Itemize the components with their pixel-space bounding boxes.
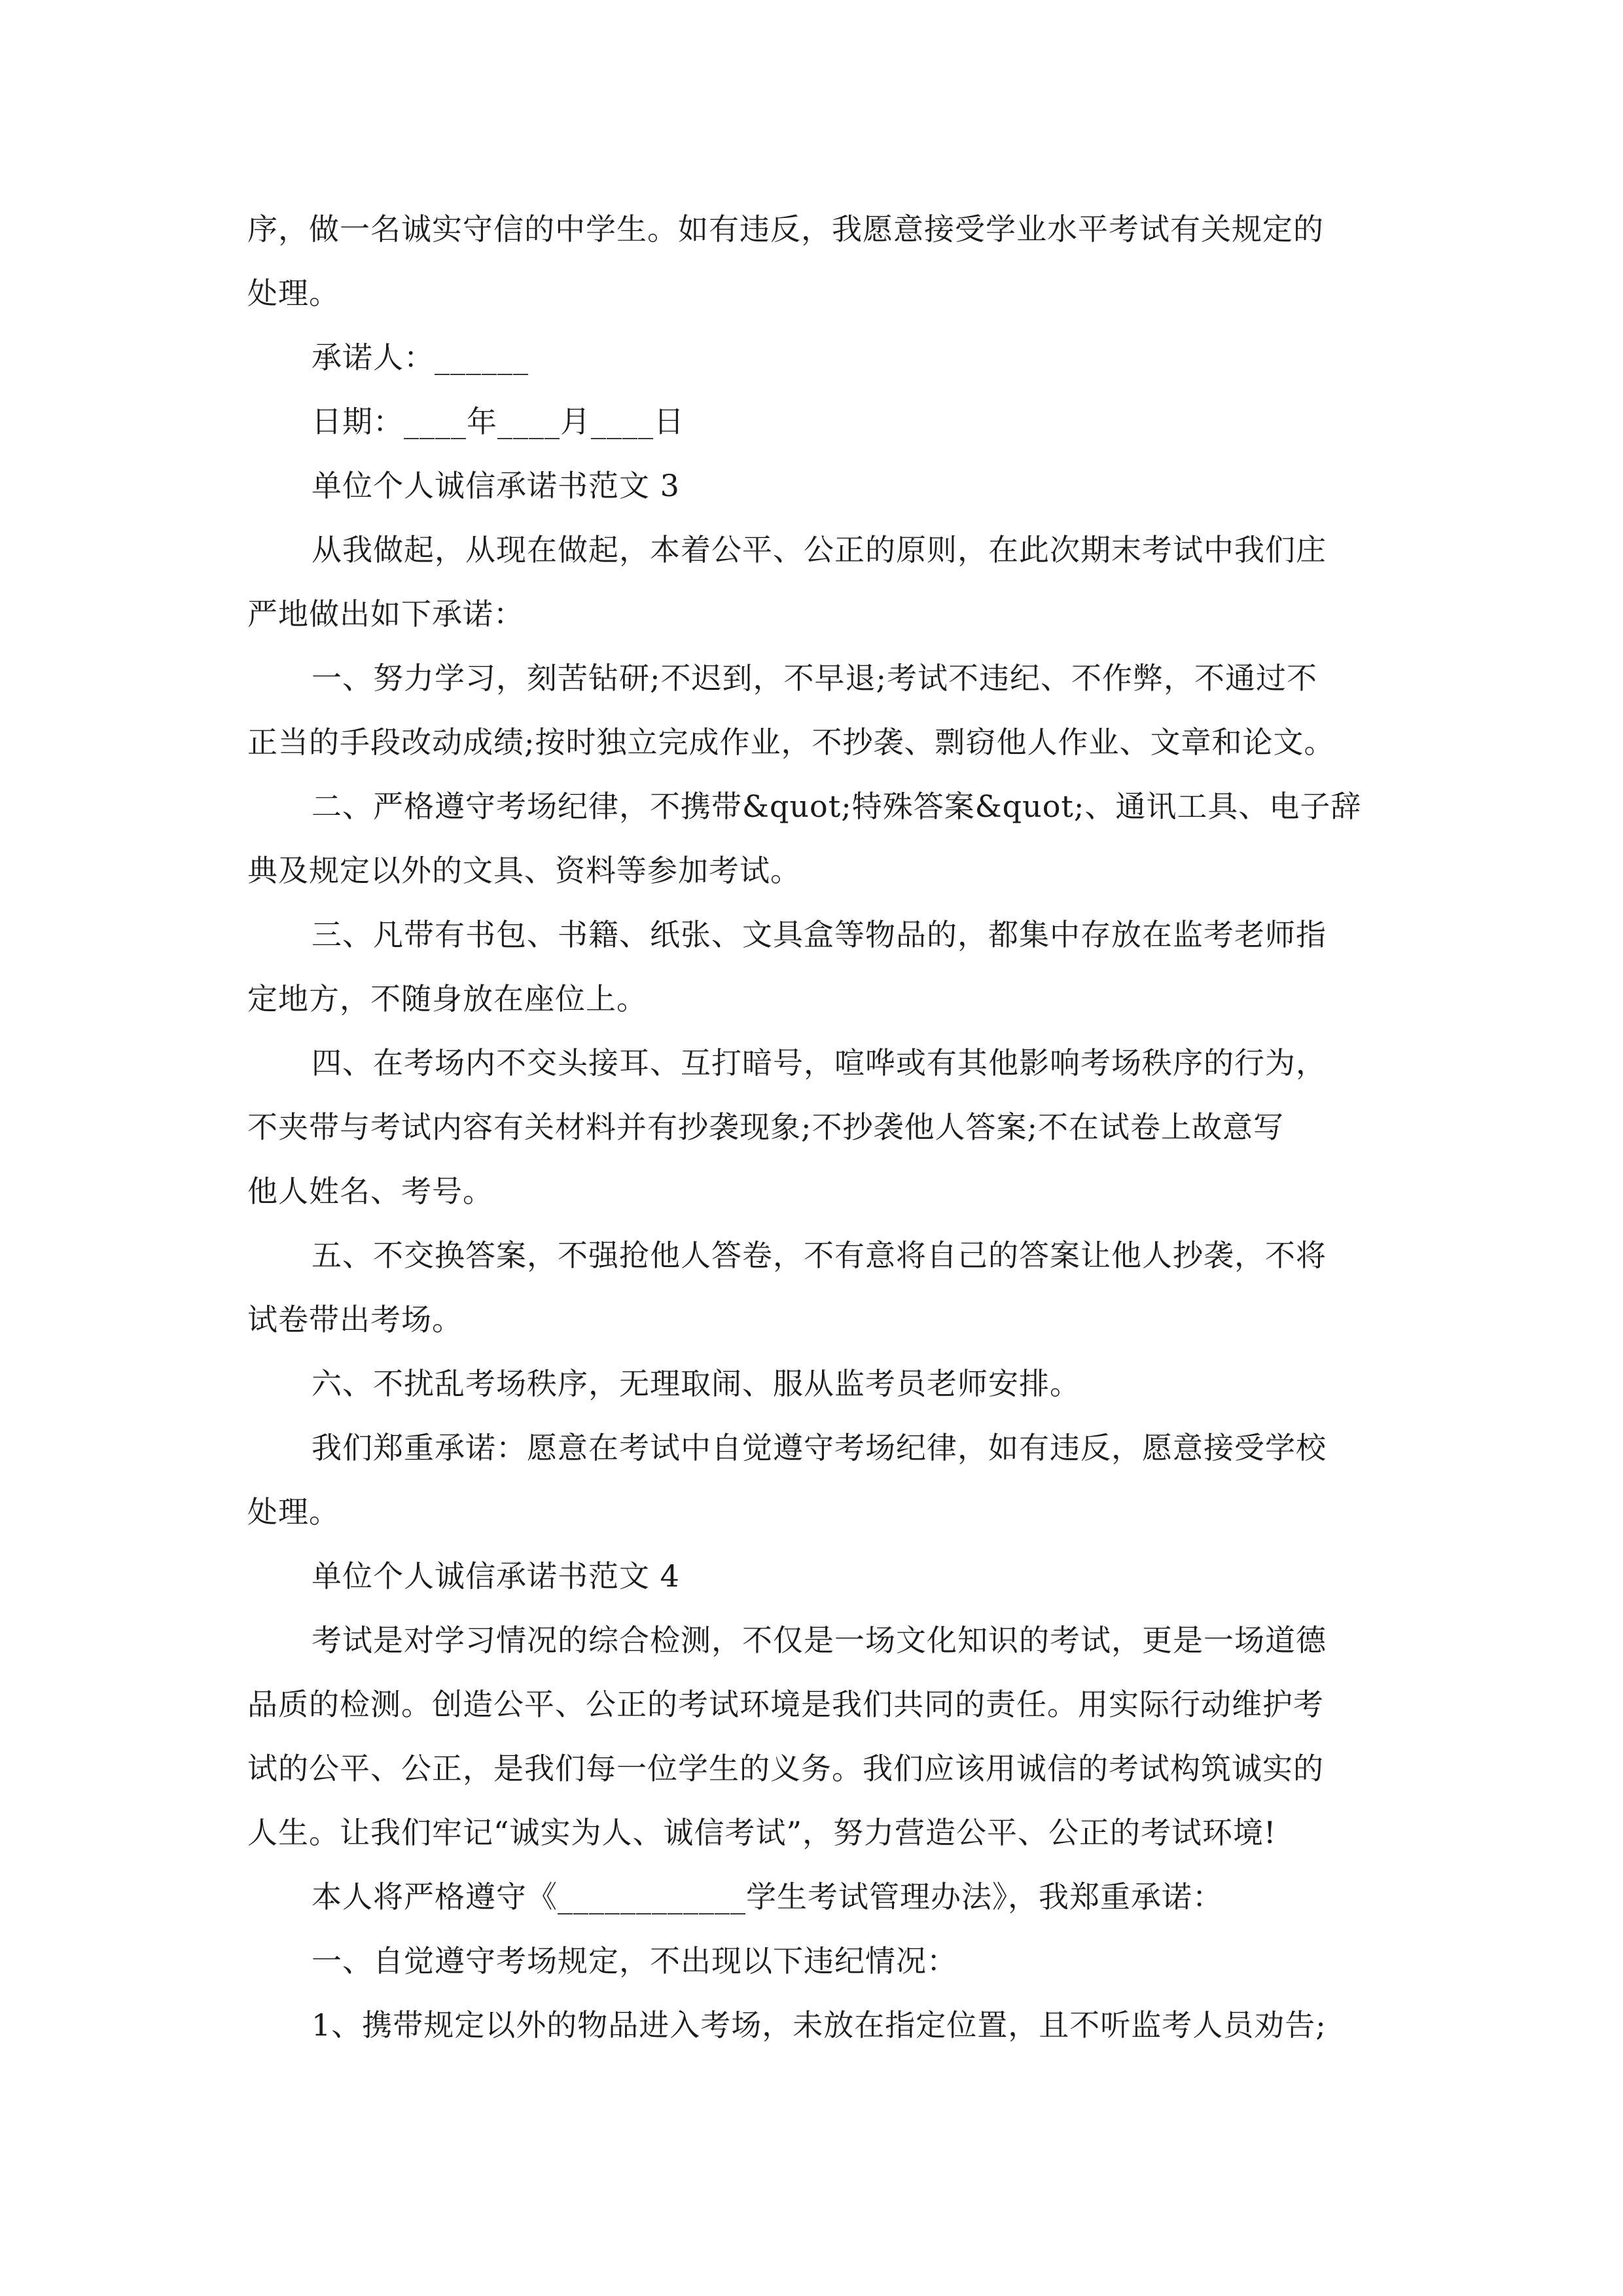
text-line: 处理。 bbox=[247, 1494, 340, 1530]
text-line: 他人姓名、考号。 bbox=[247, 1174, 493, 1209]
text-line: 四、在考场内不交头接耳、互打暗号，喧哗或有其他影响考场秩序的行为， bbox=[312, 1045, 1327, 1081]
signature-line: 承诺人：______ bbox=[312, 340, 529, 375]
text-line: 不夹带与考试内容有关材料并有抄袭现象;不抄袭他人答案;不在试卷上故意写 bbox=[247, 1109, 1284, 1145]
text-line: 试的公平、公正，是我们每一位学生的义务。我们应该用诚信的考试构筑诚实的 bbox=[247, 1751, 1324, 1786]
text-line: 试卷带出考场。 bbox=[247, 1302, 463, 1337]
section-heading: 单位个人诚信承诺书范文 3 bbox=[312, 468, 680, 503]
date-line: 日期：____年____月____日 bbox=[312, 404, 685, 439]
text-line: 严地做出如下承诺： bbox=[247, 596, 524, 632]
text-line: 三、凡带有书包、书籍、纸张、文具盒等物品的，都集中存放在监考老师指 bbox=[312, 917, 1327, 952]
text-line: 序，做一名诚实守信的中学生。如有违反，我愿意接受学业水平考试有关规定的 bbox=[247, 211, 1324, 247]
text-line: 一、自觉遵守考场规定，不出现以下违纪情况： bbox=[312, 1943, 957, 1979]
text-line: 考试是对学习情况的综合检测，不仅是一场文化知识的考试，更是一场道德 bbox=[312, 1623, 1327, 1658]
text-line: 本人将严格遵守《____________学生考试管理办法》，我郑重承诺： bbox=[312, 1879, 1223, 1914]
text-line: 人生。让我们牢记“诚实为人、诚信考试”，努力营造公平、公正的考试环境! bbox=[247, 1815, 1277, 1850]
text-line: 1、携带规定以外的物品进入考场，未放在指定位置，且不听监考人员劝告; bbox=[312, 2007, 1327, 2043]
text-line: 处理。 bbox=[247, 276, 340, 311]
text-line: 品质的检测。创造公平、公正的考试环境是我们共同的责任。用实际行动维护考 bbox=[247, 1687, 1324, 1722]
text-line: 六、不扰乱考场秩序，无理取闹、服从监考员老师安排。 bbox=[312, 1366, 1080, 1401]
text-line: 二、严格遵守考场纪律，不携带&quot;特殊答案&quot;、通讯工具、电子辞 bbox=[312, 789, 1362, 824]
text-line: 定地方，不随身放在座位上。 bbox=[247, 981, 647, 1016]
text-line: 一、努力学习，刻苦钻研;不迟到，不早退;考试不违纪、不作弊，不通过不 bbox=[312, 660, 1317, 696]
section-heading: 单位个人诚信承诺书范文 4 bbox=[312, 1558, 680, 1594]
text-line: 从我做起，从现在做起，本着公平、公正的原则，在此次期末考试中我们庄 bbox=[312, 532, 1327, 567]
text-line: 正当的手段改动成绩;按时独立完成作业，不抄袭、剽窃他人作业、文章和论文。 bbox=[247, 725, 1335, 760]
text-line: 我们郑重承诺：愿意在考试中自觉遵守考场纪律，如有违反，愿意接受学校 bbox=[312, 1430, 1327, 1465]
text-line: 典及规定以外的文具、资料等参加考试。 bbox=[247, 853, 801, 888]
text-line: 五、不交换答案，不强抢他人答卷，不有意将自己的答案让他人抄袭，不将 bbox=[312, 1238, 1327, 1273]
